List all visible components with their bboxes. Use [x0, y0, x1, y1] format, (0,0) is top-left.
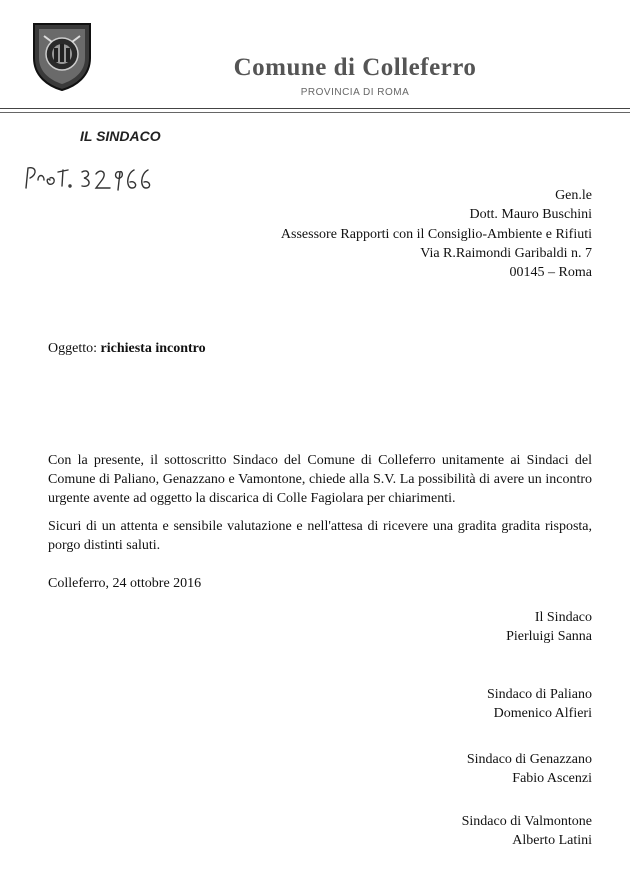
- subject-text: richiesta incontro: [100, 341, 206, 356]
- signature-role: Sindaco di Genazzano: [466, 752, 592, 767]
- body-paragraph-2: Sicuri di un attenta e sensibile valutazione e nell'attesa di ricevere una gradita gradita risposta, porgo distinti saluti.: [48, 519, 592, 553]
- body-paragraph-1: Con la presente, il sottoscritto Sindaco del Comune di Colleferro unitamente ai Sindaci del Comune di Paliano, Genazzano e Vamontone, chiede alla S.V. La possibilità di avere un incontro urgente avente ad oggetto la discarica di Colle Fagiolara per chiarimenti.: [48, 453, 592, 506]
- signature-block: [506, 608, 592, 646]
- subject-line: [48, 341, 206, 357]
- protocol-handwritten-stamp: [22, 158, 152, 198]
- signature-block: [487, 685, 592, 723]
- header-divider: [0, 108, 630, 109]
- signature-role: Sindaco di Valmontone: [461, 814, 592, 829]
- signature-name: Pierluigi Sanna: [506, 629, 592, 644]
- recipient-street: Via R.Raimondi Garibaldi n. 7: [420, 245, 592, 261]
- signature-block: [467, 750, 592, 788]
- municipality-title: Comune di Colleferro: [233, 54, 477, 81]
- header-divider-secondary: [0, 112, 630, 113]
- sender-label: IL SINDACO: [80, 128, 161, 144]
- date-line: Colleferro, 24 ottobre 2016: [48, 576, 202, 591]
- signature-block: [462, 812, 592, 850]
- recipient-city: 00145 – Roma: [509, 265, 592, 281]
- signature-role: Sindaco di Paliano: [487, 687, 592, 702]
- recipient-title: Assessore Rapporti con il Consiglio-Ambiente e Rifiuti: [280, 226, 592, 242]
- recipient-address-block: [281, 186, 592, 282]
- signature-name: Fabio Ascenzi: [512, 771, 592, 786]
- signature-role: Il Sindaco: [534, 610, 592, 625]
- province-subtitle: PROVINCIA DI ROMA: [300, 87, 410, 98]
- recipient-name: Dott. Mauro Buschini: [469, 207, 592, 223]
- recipient-salutation: Gen.le: [555, 188, 592, 203]
- signature-name: Alberto Latini: [512, 833, 592, 848]
- subject-label: Oggetto:: [48, 341, 101, 356]
- signature-name: Domenico Alfieri: [493, 706, 592, 721]
